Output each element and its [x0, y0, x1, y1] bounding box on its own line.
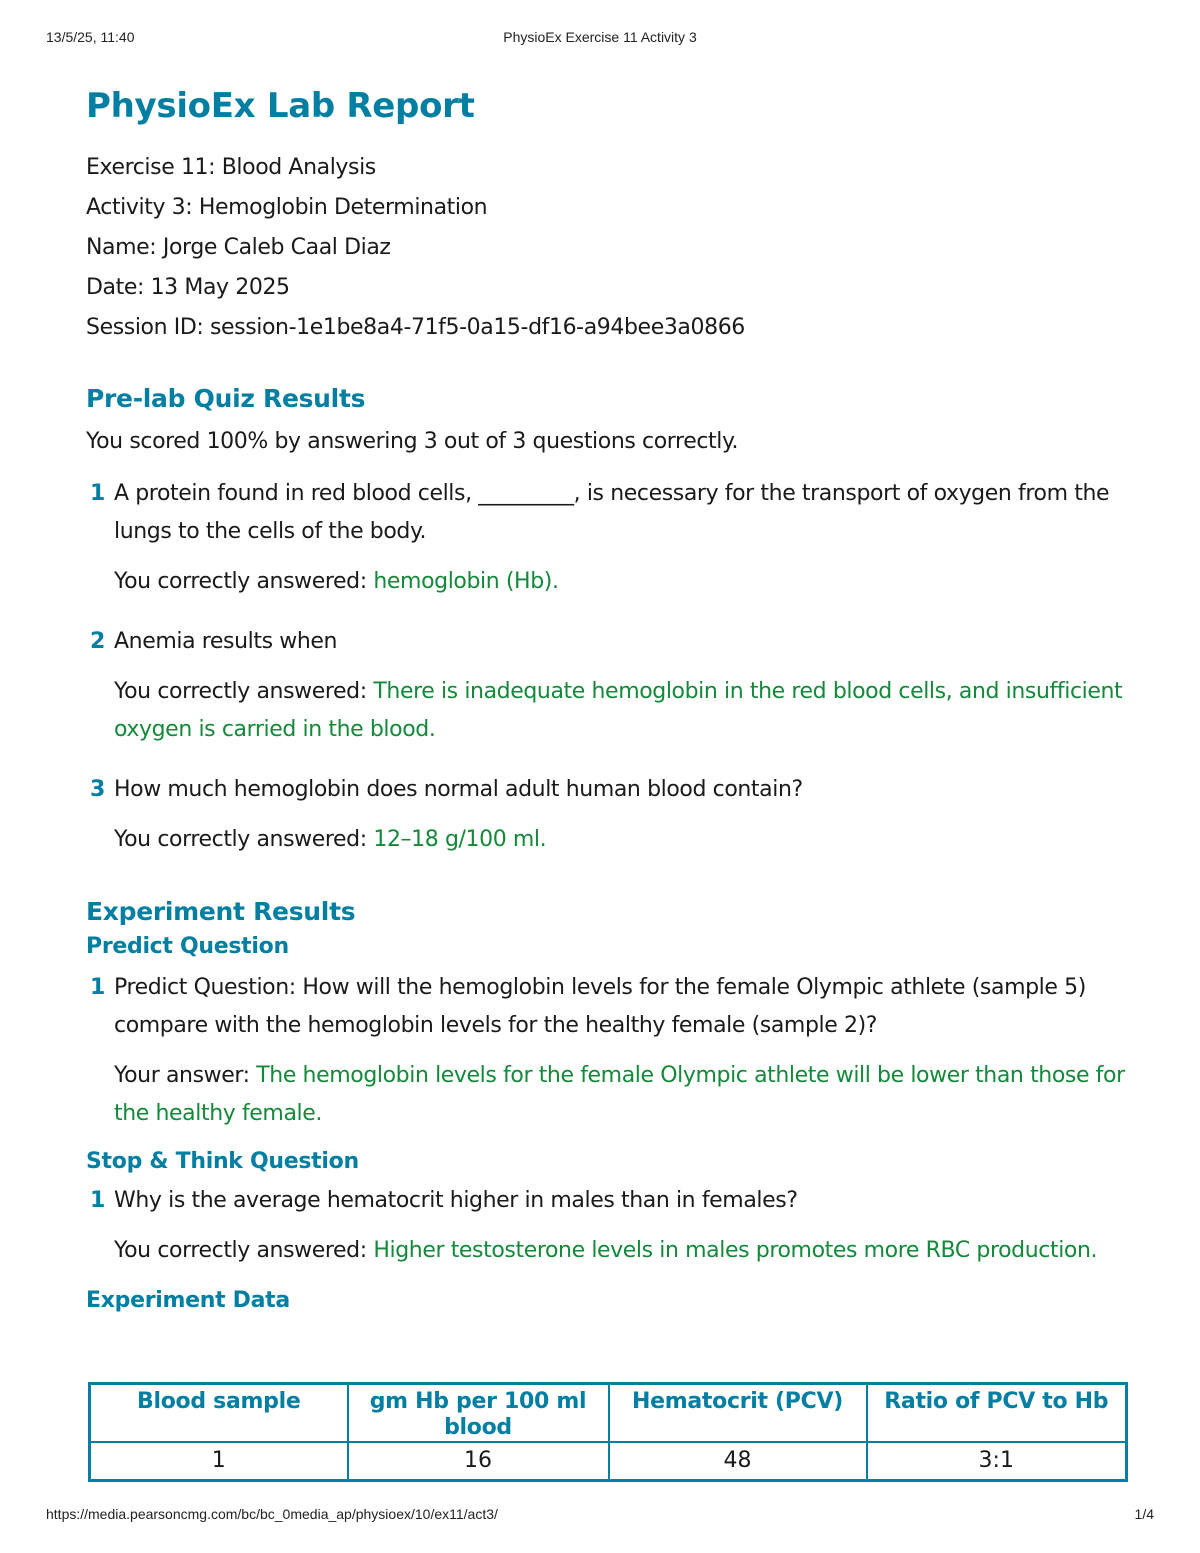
prelab-score: You scored 100% by answering 3 out of 3 questions correctly. [86, 429, 739, 454]
question-number: 3 [90, 777, 106, 802]
answer-prefix: You correctly answered: [114, 569, 374, 594]
report-title: PhysioEx Lab Report [86, 86, 475, 126]
student-name: Name: Jorge Caleb Caal Diaz [86, 235, 391, 260]
experiment-heading: Experiment Results [86, 897, 356, 926]
report-date: Date: 13 May 2025 [86, 275, 290, 300]
question-answer [114, 673, 1142, 749]
print-footer [46, 1506, 1154, 1526]
column-header: Blood sample [90, 1384, 348, 1443]
column-header: gm Hb per 100 ml blood [348, 1384, 609, 1443]
question-number: 1 [90, 975, 106, 1000]
answer-prefix: You correctly answered: [114, 1238, 374, 1263]
answer-value: There is inadequate hemoglobin in the red blood cells, and insufficient oxygen is carried in the blood. [114, 679, 1123, 742]
print-url: https://media.pearsoncmg.com/bc/bc_0media_ap/physioex/10/ex11/act3/ [46, 1506, 498, 1522]
question-answer [114, 1232, 1142, 1270]
print-title: PhysioEx Exercise 11 Activity 3 [503, 29, 697, 45]
question-answer [114, 563, 1142, 601]
stop-think-heading: Stop & Think Question [86, 1149, 359, 1174]
answer-prefix: You correctly answered: [114, 679, 374, 704]
answer-value: The hemoglobin levels for the female Olympic athlete will be lower than those for the healthy female. [114, 1063, 1125, 1126]
prelab-heading: Pre-lab Quiz Results [86, 384, 366, 413]
question-text: A protein found in red blood cells, _________, is necessary for the transport of oxygen from the lungs to the cells of the body. [114, 481, 1110, 544]
exercise-line: Exercise 11: Blood Analysis [86, 155, 376, 180]
question-text: Anemia results when [114, 629, 338, 654]
experiment-data-table [88, 1382, 1128, 1482]
report-meta [86, 148, 1142, 348]
question-number: 2 [90, 629, 106, 654]
table-cell: 1 [90, 1442, 348, 1480]
page-number: 1/4 [1134, 1506, 1154, 1522]
question-text: Why is the average hematocrit higher in males than in females? [114, 1188, 798, 1213]
table-cell: 48 [609, 1442, 867, 1480]
answer-value: hemoglobin (Hb). [373, 569, 559, 594]
table-cell: 16 [348, 1442, 609, 1480]
question-text: Predict Question: How will the hemoglobin levels for the female Olympic athlete (sample 5) compare with the hemoglobin levels for the healthy female (sample 2)? [114, 975, 1086, 1038]
question-answer [114, 1057, 1142, 1133]
experiment-data-heading: Experiment Data [86, 1288, 290, 1313]
column-header: Ratio of PCV to Hb [867, 1384, 1127, 1443]
answer-prefix: You correctly answered: [114, 827, 374, 852]
table-header-row [90, 1384, 1127, 1443]
activity-line: Activity 3: Hemoglobin Determination [86, 195, 488, 220]
prelab-question-3 [86, 771, 1142, 859]
report-content [86, 84, 1142, 1313]
prelab-question-1 [86, 475, 1142, 601]
session-id: Session ID: session-1e1be8a4-71f5-0a15-df16-a94bee3a0866 [86, 315, 745, 340]
question-answer [114, 821, 1142, 859]
question-number: 1 [90, 481, 106, 506]
stop-think-question [86, 1182, 1142, 1270]
predict-question [86, 969, 1142, 1133]
answer-prefix: Your answer: [114, 1063, 257, 1088]
column-header: Hematocrit (PCV) [609, 1384, 867, 1443]
print-header [46, 29, 1154, 49]
question-text: How much hemoglobin does normal adult human blood contain? [114, 777, 803, 802]
table-cell: 3:1 [867, 1442, 1127, 1480]
answer-value: 12–18 g/100 ml. [373, 827, 547, 852]
question-number: 1 [90, 1188, 106, 1213]
answer-value: Higher testosterone levels in males promotes more RBC production. [373, 1238, 1098, 1263]
predict-heading: Predict Question [86, 934, 289, 959]
prelab-question-2 [86, 623, 1142, 749]
table-row [90, 1442, 1127, 1480]
print-datetime: 13/5/25, 11:40 [46, 29, 135, 45]
